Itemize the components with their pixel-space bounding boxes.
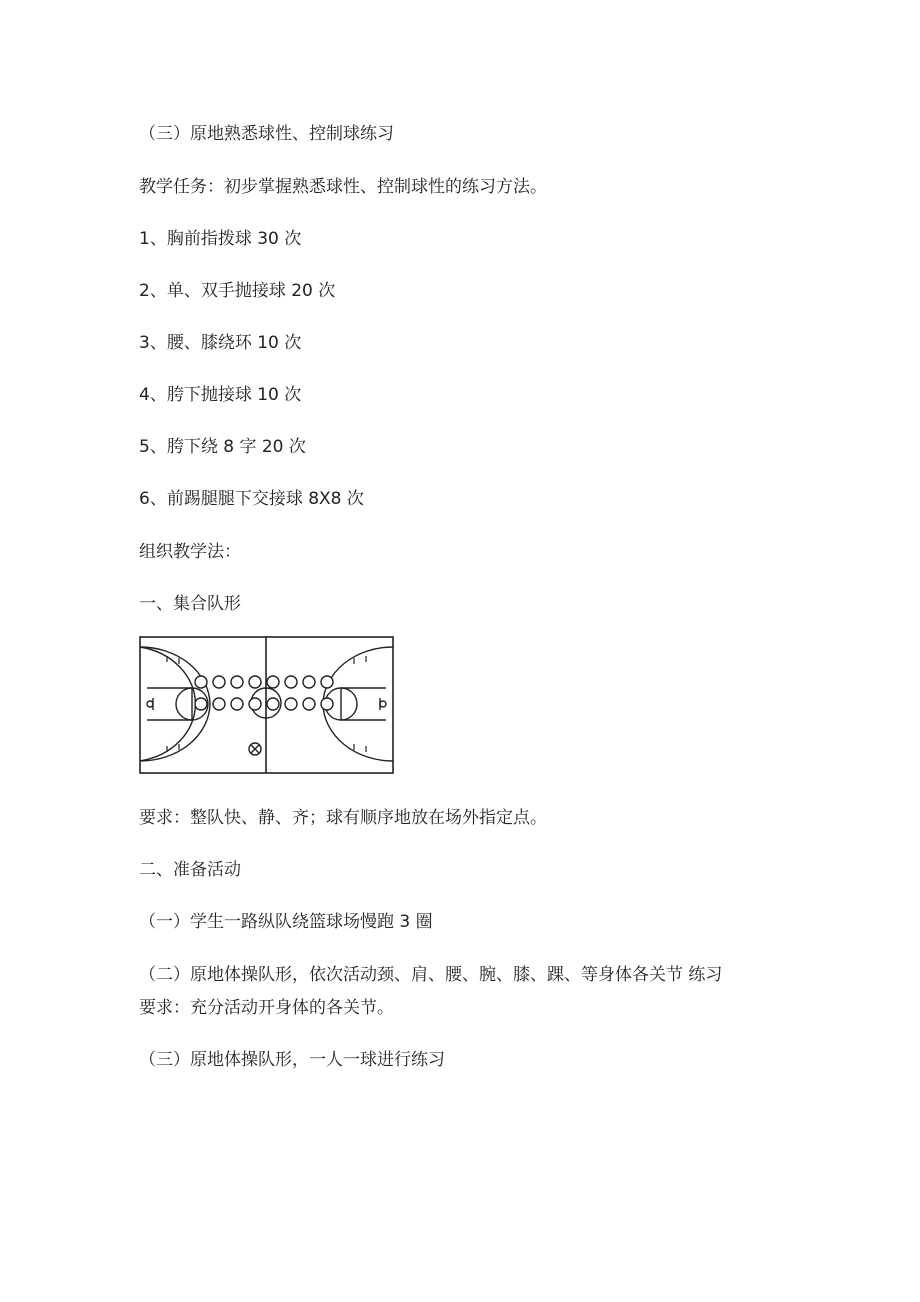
teaching-task: 教学任务：初步掌握熟悉球性、控制球性的练习方法。 [139,177,547,197]
exercise-item: 6、前踢腿腿下交接球 8X8 次 [139,489,364,509]
section-title: （三）原地熟悉球性、控制球练习 [139,124,394,144]
student-marker [195,698,207,710]
warmup-requirement: 要求：充分活动开身体的各关节。 [139,998,394,1018]
warmup-item: （三）原地体操队形，一人一球进行练习 [139,1050,445,1070]
exercise-item: 4、胯下抛接球 10 次 [139,385,302,405]
student-marker [249,698,261,710]
student-marker [285,698,297,710]
student-marker [231,676,243,688]
formation-requirement: 要求：整队快、静、齐；球有顺序地放在场外指定点。 [139,808,547,828]
student-marker [303,676,315,688]
exercise-item: 1、胸前指拨球 30 次 [139,229,302,249]
formation-heading: 一、集合队形 [139,594,241,614]
student-marker [213,676,225,688]
exercise-item: 3、腰、膝绕环 10 次 [139,333,302,353]
student-marker [285,676,297,688]
student-marker [321,698,333,710]
warmup-item: （二）原地体操队形，依次活动颈、肩、腰、腕、膝、踝、等身体各关节 练习 [139,965,723,985]
exercise-item: 2、单、双手抛接球 20 次 [139,281,336,301]
student-marker [267,698,279,710]
student-marker [231,698,243,710]
student-marker [267,676,279,688]
organization-label: 组织教学法： [139,542,241,562]
student-marker [213,698,225,710]
basketball-court-diagram [139,636,394,774]
exercise-item: 5、胯下绕 8 字 20 次 [139,437,306,457]
student-marker [303,698,315,710]
student-marker [195,676,207,688]
teacher-marker [249,743,261,755]
warmup-item: （一）学生一路纵队绕篮球场慢跑 3 圈 [139,912,433,932]
student-marker [321,676,333,688]
student-marker [249,676,261,688]
warmup-heading: 二、准备活动 [139,860,241,880]
